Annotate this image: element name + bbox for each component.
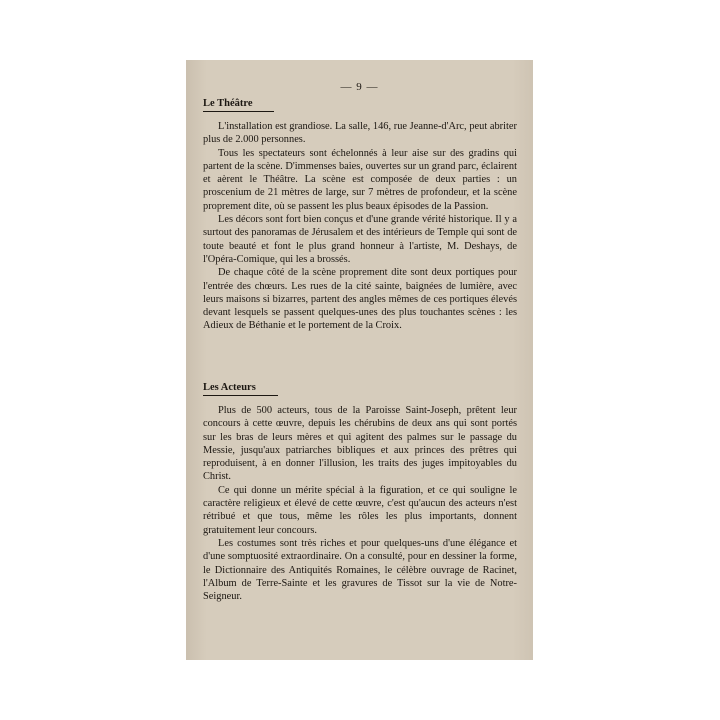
section-body-theatre	[203, 120, 517, 333]
section-title-acteurs: Les Acteurs	[203, 382, 278, 396]
book-page	[186, 60, 533, 660]
paragraph: Les décors sont fort bien conçus et d'une grande vérité historique. Il y a surtout des panoramas de Jérusalem et des intérieurs de Temple qui sont de toute beauté et font le plus grand honneur à l'artiste, M. Deshays, de l'Opéra-Comique, qui les a brossés.	[203, 214, 517, 265]
section-title-theatre: Le Théâtre	[203, 98, 274, 112]
paragraph: Plus de 500 acteurs, tous de la Paroisse Saint-Joseph, prêtent leur concours à cette œuvre, depuis les chérubins de deux ans qui sont portés sur les bras de leurs mères et qui agitent des palmes sur le passage du Messie, jusqu'aux patriarches bibliques et aux princes des prêtres qui reproduisent, à en donner l'illusion, les traits des juges impitoyables du Christ.	[203, 405, 517, 483]
paragraph: Les costumes sont très riches et pour quelques-uns d'une élégance et d'une somptuosité extraordinaire. On a consulté, pour en dessiner la forme, le Dictionnaire des Antiquités Romaines, le célèbre ouvrage de Racinet, l'Album de Terre-Sainte et les gravures de Tissot sur la vie de Notre-Seigneur.	[203, 537, 517, 603]
page-number: — 9 —	[340, 81, 379, 93]
paragraph: Ce qui donne un mérite spécial à la figuration, et ce qui souligne le caractère religieux et élevé de cette œuvre, c'est qu'aucun des acteurs n'est rétribué et que tous, même les rôles les plus importants, donnent gratuitement leur concours.	[203, 484, 517, 536]
paragraph: L'installation est grandiose. La salle, 146, rue Jeanne-d'Arc, peut abriter plus de 2.000 personnes.	[203, 121, 517, 146]
paragraph: Tous les spectateurs sont échelonnés à leur aise sur des gradins qui partent de la scène. D'immenses baies, ouvertes sur un grand parc, éclairent et aèrent le Théâtre. La scène est composée de deux parties : un proscenium de 21 mètres de large, sur 7 mètres de profondeur, et la scène proprement dite, où se passent les plus beaux épisodes de la Passion.	[203, 147, 517, 212]
paragraph: De chaque côté de la scène proprement dite sont deux portiques pour l'entrée des chœurs. Les rues de la cité sainte, baignées de lumière, avec leurs maisons si bizarres, partent des angles mêmes de ces portiques élevés devant lesquels se passent quelques-unes des plus touchantes scènes : les Adieux de Béthanie et le portement de la Croix.	[203, 267, 517, 332]
section-body-acteurs	[203, 404, 517, 603]
